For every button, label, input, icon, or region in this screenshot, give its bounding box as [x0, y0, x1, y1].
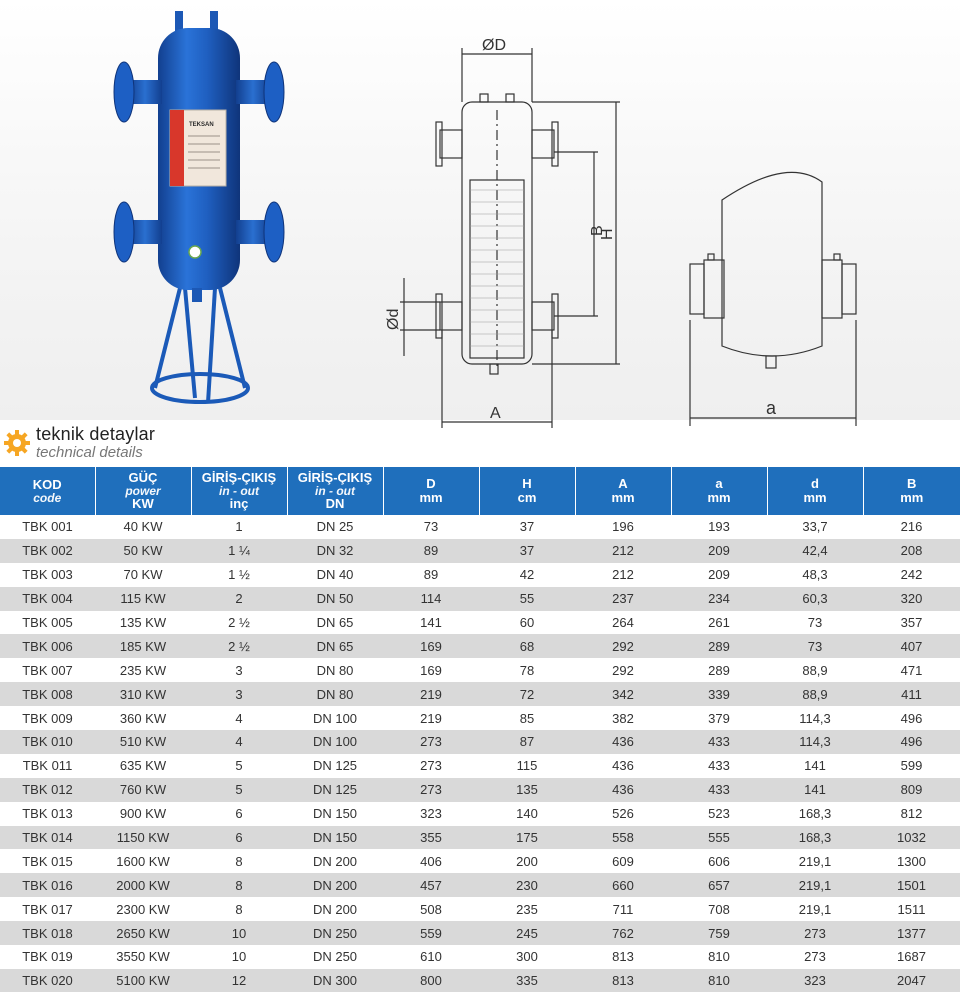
table-cell: 12 — [191, 969, 287, 992]
table-cell: 219,1 — [767, 849, 863, 873]
table-cell: 510 KW — [95, 730, 191, 754]
table-cell: 8 — [191, 873, 287, 897]
table-cell: 219,1 — [767, 873, 863, 897]
table-cell: 339 — [671, 682, 767, 706]
table-cell: 42 — [479, 563, 575, 587]
column-header-title: H — [522, 476, 532, 491]
table-cell: DN 300 — [287, 969, 383, 992]
table-cell: TBK 008 — [0, 682, 95, 706]
table-cell: 759 — [671, 921, 767, 945]
column-header-unit: mm — [419, 490, 443, 505]
table-cell: 436 — [575, 730, 671, 754]
table-cell: 196 — [575, 515, 671, 539]
table-cell: 292 — [575, 634, 671, 658]
table-cell: 4 — [191, 730, 287, 754]
table-cell: 433 — [671, 730, 767, 754]
table-cell: 141 — [767, 778, 863, 802]
table-cell: 245 — [479, 921, 575, 945]
table-cell: 60,3 — [767, 587, 863, 611]
table-cell: 115 KW — [95, 587, 191, 611]
table-cell: 235 — [479, 897, 575, 921]
table-cell: TBK 020 — [0, 969, 95, 992]
table-cell: 1 ½ — [191, 563, 287, 587]
table-cell: 68 — [479, 634, 575, 658]
table-cell: 5 — [191, 778, 287, 802]
column-header — [479, 467, 575, 515]
table-cell: DN 200 — [287, 897, 383, 921]
side-section-drawing — [682, 160, 862, 435]
label-a-upper: A — [490, 405, 501, 422]
column-header — [95, 467, 191, 515]
table-cell: 1687 — [863, 945, 960, 969]
table-cell: 360 KW — [95, 706, 191, 730]
table-cell: 115 — [479, 754, 575, 778]
table-cell: DN 100 — [287, 730, 383, 754]
column-header-subtitle: in - out — [315, 484, 355, 498]
table-cell: 523 — [671, 802, 767, 826]
label-od: ØD — [482, 37, 506, 54]
table-body — [0, 515, 960, 992]
table-cell: TBK 018 — [0, 921, 95, 945]
table-cell: 114 — [383, 587, 479, 611]
table-cell: 261 — [671, 611, 767, 635]
table-cell: 406 — [383, 849, 479, 873]
table-cell: 496 — [863, 706, 960, 730]
table-cell: 2 ½ — [191, 611, 287, 635]
table-cell: 209 — [671, 563, 767, 587]
table-cell: 10 — [191, 945, 287, 969]
section-title: teknik detaylar — [36, 424, 156, 444]
table-cell: 89 — [383, 563, 479, 587]
table-cell: 711 — [575, 897, 671, 921]
section-heading — [0, 422, 400, 466]
table-cell: TBK 019 — [0, 945, 95, 969]
table-row — [0, 706, 960, 730]
table-cell: DN 150 — [287, 826, 383, 850]
table-cell: 33,7 — [767, 515, 863, 539]
column-header-unit: mm — [803, 490, 827, 505]
table-cell: 235 KW — [95, 658, 191, 682]
table-cell: 85 — [479, 706, 575, 730]
table-row — [0, 826, 960, 850]
column-header-unit: mm — [707, 490, 731, 505]
column-header-unit: KW — [132, 496, 154, 511]
table-cell: DN 40 — [287, 563, 383, 587]
table-cell: 810 — [671, 969, 767, 992]
column-header-title: A — [618, 476, 628, 491]
table-cell: 433 — [671, 778, 767, 802]
table-cell: 273 — [383, 754, 479, 778]
table-cell: 168,3 — [767, 802, 863, 826]
table-cell: TBK 001 — [0, 515, 95, 539]
table-cell: 216 — [863, 515, 960, 539]
table-cell: 219 — [383, 706, 479, 730]
column-header-title: GİRİŞ-ÇIKIŞ — [297, 470, 373, 485]
table-cell: 2650 KW — [95, 921, 191, 945]
table-row — [0, 587, 960, 611]
table-cell: 1300 — [863, 849, 960, 873]
table-cell: 760 KW — [95, 778, 191, 802]
table-row — [0, 515, 960, 539]
column-header — [767, 467, 863, 515]
table-cell: 2047 — [863, 969, 960, 992]
table-cell: 606 — [671, 849, 767, 873]
table-cell: 212 — [575, 539, 671, 563]
table-cell: 48,3 — [767, 563, 863, 587]
table-cell: 610 — [383, 945, 479, 969]
table-cell: 88,9 — [767, 682, 863, 706]
table-cell: 812 — [863, 802, 960, 826]
table-cell: 289 — [671, 634, 767, 658]
table-row — [0, 849, 960, 873]
table-cell: TBK 009 — [0, 706, 95, 730]
column-header-unit: inç — [229, 496, 249, 511]
column-header-title: GÜÇ — [128, 470, 158, 485]
table-cell: 135 KW — [95, 611, 191, 635]
table-cell: 264 — [575, 611, 671, 635]
table-cell: 70 KW — [95, 563, 191, 587]
table-cell: 813 — [575, 969, 671, 992]
separator-product-image — [100, 8, 300, 413]
table-cell: 237 — [575, 587, 671, 611]
table-cell: 87 — [479, 730, 575, 754]
table-cell: DN 200 — [287, 873, 383, 897]
table-cell: DN 200 — [287, 849, 383, 873]
table-cell: 8 — [191, 897, 287, 921]
table-cell: 809 — [863, 778, 960, 802]
column-header-title: KOD — [32, 477, 62, 492]
table-cell: 37 — [479, 515, 575, 539]
table-cell: 335 — [479, 969, 575, 992]
table-cell: 289 — [671, 658, 767, 682]
table-cell: 323 — [383, 802, 479, 826]
table-cell: 114,3 — [767, 706, 863, 730]
column-header-title: a — [715, 476, 723, 491]
table-row — [0, 563, 960, 587]
table-row — [0, 778, 960, 802]
table-cell: DN 32 — [287, 539, 383, 563]
table-row — [0, 754, 960, 778]
table-cell: 135 — [479, 778, 575, 802]
table-cell: 175 — [479, 826, 575, 850]
column-header — [863, 467, 960, 515]
table-cell: TBK 006 — [0, 634, 95, 658]
table-row — [0, 802, 960, 826]
table-cell: DN 65 — [287, 634, 383, 658]
table-cell: 193 — [671, 515, 767, 539]
table-cell: 1600 KW — [95, 849, 191, 873]
table-cell: TBK 002 — [0, 539, 95, 563]
column-header — [383, 467, 479, 515]
table-cell: TBK 005 — [0, 611, 95, 635]
table-cell: 471 — [863, 658, 960, 682]
table-cell: 810 — [671, 945, 767, 969]
label-a-lower: a — [766, 398, 777, 418]
table-cell: 273 — [767, 945, 863, 969]
table-cell: 208 — [863, 539, 960, 563]
table-cell: 141 — [767, 754, 863, 778]
table-cell: 6 — [191, 826, 287, 850]
gear-icon — [2, 428, 32, 458]
table-cell: 323 — [767, 969, 863, 992]
table-cell: DN 250 — [287, 945, 383, 969]
table-cell: 78 — [479, 658, 575, 682]
table-cell: 6 — [191, 802, 287, 826]
table-cell: 900 KW — [95, 802, 191, 826]
column-header — [671, 467, 767, 515]
table-cell: DN 25 — [287, 515, 383, 539]
table-cell: 3 — [191, 682, 287, 706]
table-cell: TBK 016 — [0, 873, 95, 897]
table-cell: 1 — [191, 515, 287, 539]
table-cell: 800 — [383, 969, 479, 992]
table-cell: 320 — [863, 587, 960, 611]
table-cell: TBK 004 — [0, 587, 95, 611]
table-cell: 2300 KW — [95, 897, 191, 921]
label-h: H — [599, 228, 616, 240]
table-row — [0, 921, 960, 945]
table-cell: 411 — [863, 682, 960, 706]
table-cell: TBK 011 — [0, 754, 95, 778]
table-cell: 1032 — [863, 826, 960, 850]
table-cell: 660 — [575, 873, 671, 897]
table-cell: 1511 — [863, 897, 960, 921]
table-cell: 559 — [383, 921, 479, 945]
table-cell: 1150 KW — [95, 826, 191, 850]
table-cell: 4 — [191, 706, 287, 730]
table-cell: 42,4 — [767, 539, 863, 563]
table-cell: 230 — [479, 873, 575, 897]
table-cell: 555 — [671, 826, 767, 850]
table-cell: 37 — [479, 539, 575, 563]
table-cell: 635 KW — [95, 754, 191, 778]
table-cell: 300 — [479, 945, 575, 969]
table-cell: 3550 KW — [95, 945, 191, 969]
table-cell: 185 KW — [95, 634, 191, 658]
table-cell: TBK 015 — [0, 849, 95, 873]
table-cell: 219 — [383, 682, 479, 706]
table-cell: 436 — [575, 754, 671, 778]
table-row — [0, 969, 960, 992]
table-cell: DN 150 — [287, 802, 383, 826]
table-cell: 407 — [863, 634, 960, 658]
table-cell: 40 KW — [95, 515, 191, 539]
table-cell: TBK 012 — [0, 778, 95, 802]
table-cell: 457 — [383, 873, 479, 897]
table-cell: 219,1 — [767, 897, 863, 921]
table-cell: DN 125 — [287, 754, 383, 778]
table-cell: 234 — [671, 587, 767, 611]
column-header-title: d — [811, 476, 819, 491]
table-cell: 379 — [671, 706, 767, 730]
column-header — [287, 467, 383, 515]
table-cell: 89 — [383, 539, 479, 563]
table-cell: 708 — [671, 897, 767, 921]
table-cell: DN 125 — [287, 778, 383, 802]
table-row — [0, 611, 960, 635]
table-cell: TBK 017 — [0, 897, 95, 921]
table-cell: 599 — [863, 754, 960, 778]
column-header — [575, 467, 671, 515]
table-cell: 73 — [383, 515, 479, 539]
table-cell: DN 65 — [287, 611, 383, 635]
table-cell: 8 — [191, 849, 287, 873]
brand-logo-text: TEKSAN — [189, 122, 214, 128]
table-cell: 5 — [191, 754, 287, 778]
table-cell: 242 — [863, 563, 960, 587]
section-subtitle: technical details — [36, 444, 143, 461]
table-cell: 657 — [671, 873, 767, 897]
table-cell: 526 — [575, 802, 671, 826]
table-cell: 310 KW — [95, 682, 191, 706]
table-row — [0, 873, 960, 897]
table-cell: 433 — [671, 754, 767, 778]
table-header-row — [0, 467, 960, 515]
table-cell: TBK 007 — [0, 658, 95, 682]
table-row — [0, 730, 960, 754]
table-cell: 88,9 — [767, 658, 863, 682]
table-cell: 273 — [767, 921, 863, 945]
column-header-unit: mm — [611, 490, 635, 505]
table-cell: 60 — [479, 611, 575, 635]
column-header-title: B — [907, 476, 917, 491]
column-header-title: D — [426, 476, 436, 491]
front-section-drawing — [370, 30, 640, 430]
table-cell: 292 — [575, 658, 671, 682]
table-row — [0, 658, 960, 682]
table-cell: 609 — [575, 849, 671, 873]
column-header — [191, 467, 287, 515]
table-cell: 496 — [863, 730, 960, 754]
table-row — [0, 945, 960, 969]
table-cell: 5100 KW — [95, 969, 191, 992]
column-header-subtitle: power — [125, 484, 161, 498]
table-cell: 382 — [575, 706, 671, 730]
table-row — [0, 897, 960, 921]
table-cell: 3 — [191, 658, 287, 682]
table-cell: 2 — [191, 587, 287, 611]
column-header — [0, 467, 95, 515]
table-cell: DN 80 — [287, 658, 383, 682]
specifications-table — [0, 467, 960, 992]
table-cell: 200 — [479, 849, 575, 873]
table-cell: 1501 — [863, 873, 960, 897]
table-cell: 1 ¼ — [191, 539, 287, 563]
table-cell: DN 80 — [287, 682, 383, 706]
table-row — [0, 539, 960, 563]
table-cell: 72 — [479, 682, 575, 706]
table-cell: 50 KW — [95, 539, 191, 563]
table-cell: 140 — [479, 802, 575, 826]
table-cell: 508 — [383, 897, 479, 921]
table-cell: 558 — [575, 826, 671, 850]
table-cell: 436 — [575, 778, 671, 802]
table-cell: 55 — [479, 587, 575, 611]
table-cell: 141 — [383, 611, 479, 635]
column-header-unit: mm — [900, 490, 924, 505]
table-cell: 169 — [383, 634, 479, 658]
table-cell: 2 ½ — [191, 634, 287, 658]
table-cell: 342 — [575, 682, 671, 706]
table-cell: 168,3 — [767, 826, 863, 850]
table-cell: TBK 014 — [0, 826, 95, 850]
table-cell: 813 — [575, 945, 671, 969]
table-row — [0, 634, 960, 658]
table-row — [0, 682, 960, 706]
column-header-subtitle: in - out — [219, 484, 259, 498]
table-cell: 1377 — [863, 921, 960, 945]
table-cell: 10 — [191, 921, 287, 945]
table-cell: 114,3 — [767, 730, 863, 754]
column-header-subtitle: code — [33, 491, 62, 505]
table-cell: TBK 003 — [0, 563, 95, 587]
column-header-unit: cm — [517, 490, 537, 505]
table-cell: 762 — [575, 921, 671, 945]
table-cell: TBK 010 — [0, 730, 95, 754]
table-cell: 73 — [767, 611, 863, 635]
table-cell: 357 — [863, 611, 960, 635]
table-cell: 273 — [383, 730, 479, 754]
table-cell: DN 100 — [287, 706, 383, 730]
table-cell: 273 — [383, 778, 479, 802]
table-cell: DN 250 — [287, 921, 383, 945]
table-cell: 209 — [671, 539, 767, 563]
table-cell: DN 50 — [287, 587, 383, 611]
table-cell: 73 — [767, 634, 863, 658]
column-header-title: GİRİŞ-ÇIKIŞ — [201, 470, 277, 485]
column-header-unit: DN — [325, 496, 345, 511]
table-cell: 212 — [575, 563, 671, 587]
table-cell: 169 — [383, 658, 479, 682]
table-cell: 2000 KW — [95, 873, 191, 897]
label-b: B — [589, 225, 606, 236]
label-d: Ød — [385, 308, 402, 330]
table-cell: 355 — [383, 826, 479, 850]
table-cell: TBK 013 — [0, 802, 95, 826]
